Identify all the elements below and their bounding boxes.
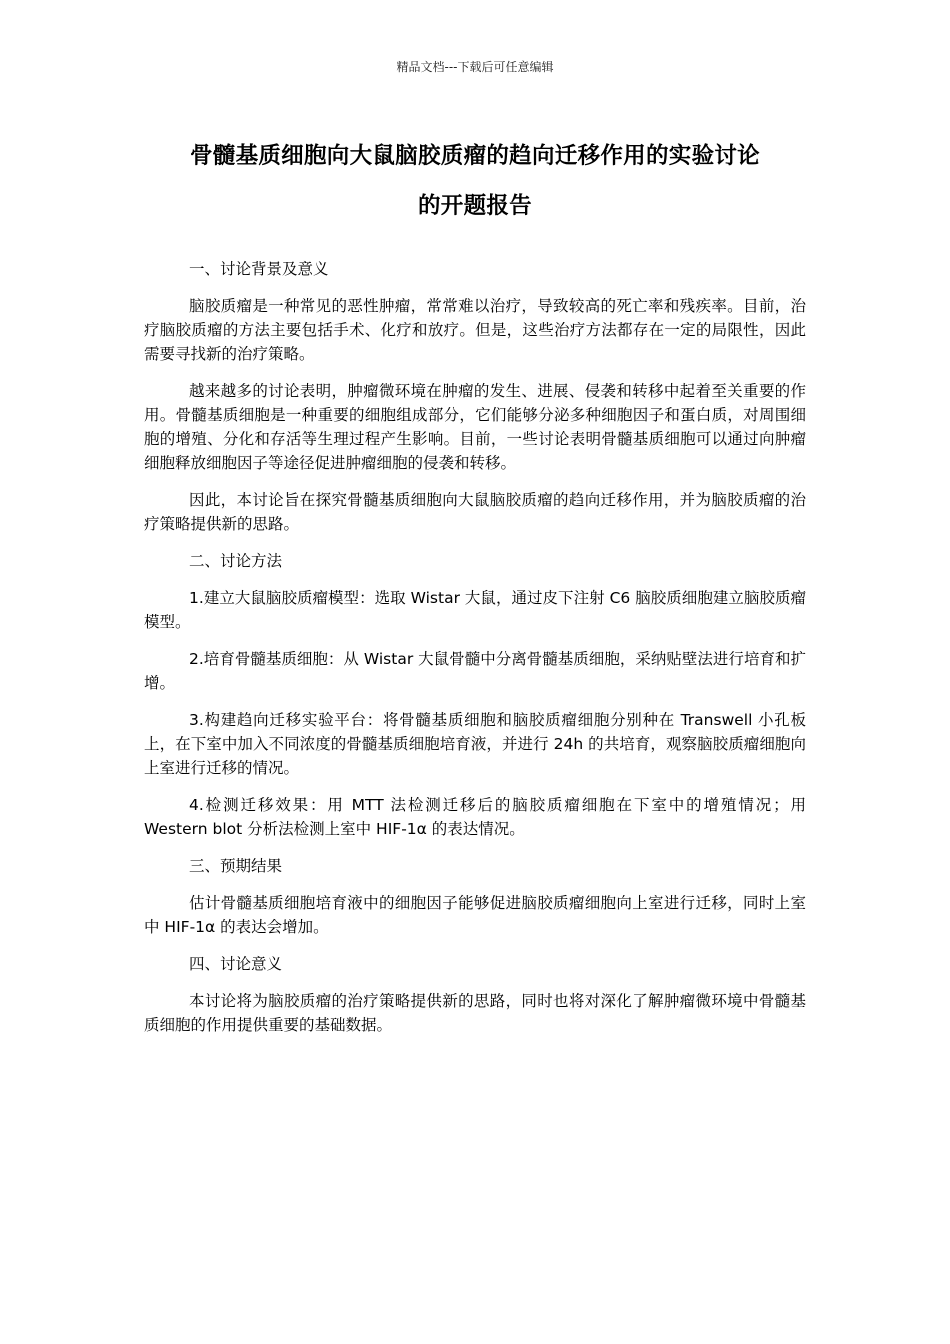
section-heading-background: 一、讨论背景及意义 xyxy=(189,260,329,278)
title-line-1: 骨髓基质细胞向大鼠脑胶质瘤的趋向迁移作用的实验讨论 xyxy=(189,143,760,169)
section-heading-results: 三、预期结果 xyxy=(189,857,283,875)
paragraph-method-2: 2.培育骨髓基质细胞：从 Wistar 大鼠骨髓中分离骨髓基质细胞，采纳贴壁法进行培育和扩增。 xyxy=(144,650,806,692)
paragraph-method-4: 4.检测迁移效果：用 MTT 法检测迁移后的脑胶质瘤细胞在下室中的增殖情况；用 Western blot 分析法检测上室中 HIF-1α 的表达情况。 xyxy=(144,796,806,838)
paragraph-method-1: 1.建立大鼠脑胶质瘤模型：选取 Wistar 大鼠，通过皮下注射 C6 脑胶质细胞建立脑胶质瘤模型。 xyxy=(144,589,806,631)
document-body xyxy=(144,257,806,1050)
paragraph-method-3: 3.构建趋向迁移实验平台：将骨髓基质细胞和脑胶质瘤细胞分别种在 Transwell 小孔板上，在下室中加入不同浓度的骨髓基质细胞培育液，并进行 24h 的共培育，观察脑胶质瘤细胞向上室进行迁移的情况。 xyxy=(144,711,806,777)
paragraph-glioma-intro: 脑胶质瘤是一种常见的恶性肿瘤，常常难以治疗，导致较高的死亡率和残疾率。目前，治疗脑胶质瘤的方法主要包括手术、化疗和放疗。但是，这些治疗方法都存在一定的局限性，因此需要寻找新的治疗策略。 xyxy=(144,297,806,363)
document-title xyxy=(140,131,810,231)
paragraph-microenvironment: 越来越多的讨论表明，肿瘤微环境在肿瘤的发生、进展、侵袭和转移中起着至关重要的作用。骨髓基质细胞是一种重要的细胞组成部分，它们能够分泌多种细胞因子和蛋白质，对周围细胞的增殖、分化和存活等生理过程产生影响。目前，一些讨论表明骨髓基质细胞可以通过向肿瘤细胞释放细胞因子等途径促进肿瘤细胞的侵袭和转移。 xyxy=(144,382,806,472)
title-line-2: 的开题报告 xyxy=(417,193,532,219)
paragraph-purpose: 因此，本讨论旨在探究骨髓基质细胞向大鼠脑胶质瘤的趋向迁移作用，并为脑胶质瘤的治疗策略提供新的思路。 xyxy=(144,491,806,533)
section-heading-methods: 二、讨论方法 xyxy=(189,552,283,570)
paragraph-significance: 本讨论将为脑胶质瘤的治疗策略提供新的思路，同时也将对深化了解肿瘤微环境中骨髓基质细胞的作用提供重要的基础数据。 xyxy=(144,992,806,1034)
paragraph-expected-results: 估计骨髓基质细胞培育液中的细胞因子能够促进脑胶质瘤细胞向上室进行迁移，同时上室中 HIF-1α 的表达会增加。 xyxy=(144,894,806,936)
section-heading-significance: 四、讨论意义 xyxy=(189,955,283,973)
header-watermark: 精品文档---下载后可任意编辑 xyxy=(396,60,554,74)
